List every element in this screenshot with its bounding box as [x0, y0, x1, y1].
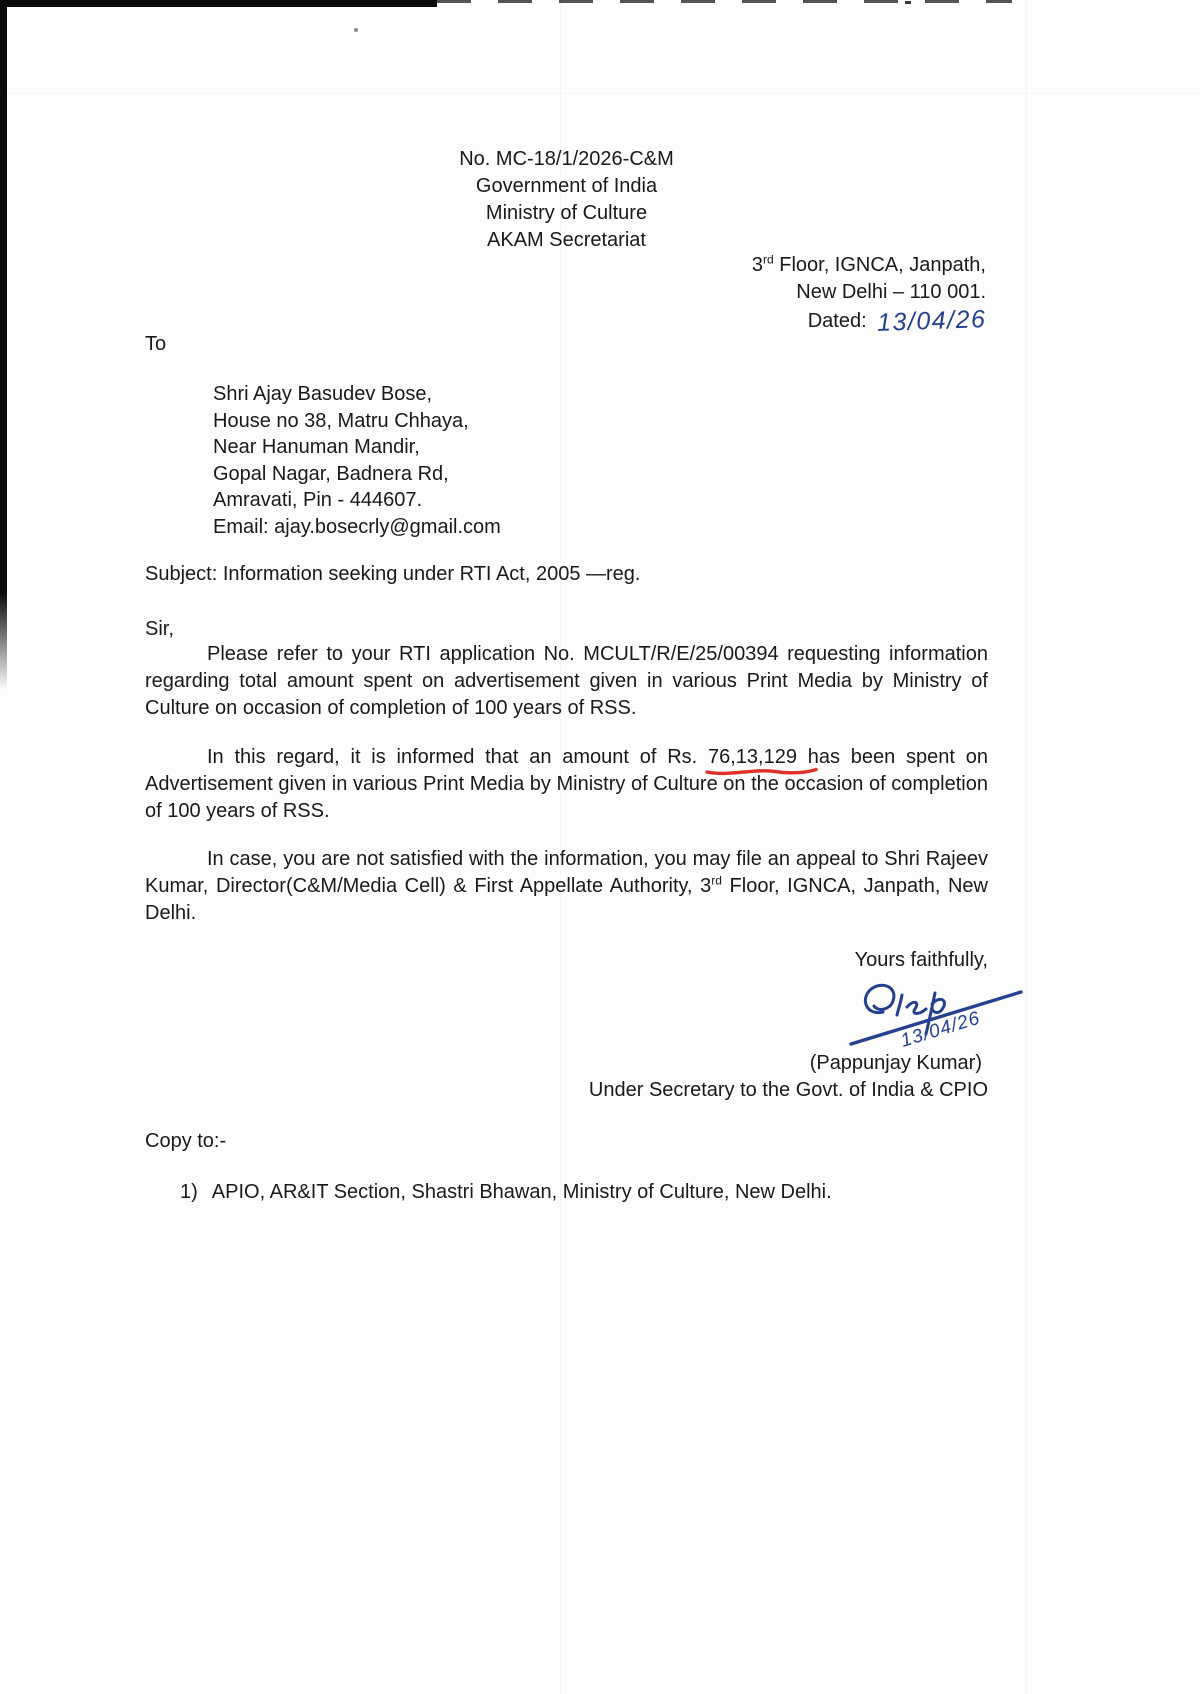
letter-header [145, 146, 988, 254]
copy-to-label: Copy to:- [145, 1130, 227, 1152]
scan-line [1026, 0, 1027, 1694]
body-paragraph-2 [145, 744, 988, 825]
para2-before: In this regard, it is informed that an amount of Rs. [207, 746, 708, 768]
subject-line: Subject: Information seeking under RTI Act, 2005 —reg. [145, 563, 641, 585]
scan-speck [905, 1, 911, 4]
reference-number: No. MC-18/1/2026-C&M [459, 148, 674, 170]
org-line: Government of India [475, 175, 658, 197]
signer-title: Under Secretary to the Govt. of India & CPIO [588, 1079, 988, 1101]
signer-name: (Pappunjay Kumar) [809, 1052, 982, 1074]
floor-number: 3 [751, 254, 763, 276]
office-address-line [752, 252, 986, 279]
scan-artifact-top-band [0, 0, 437, 7]
closing-phrase: Yours faithfully, [854, 949, 988, 971]
amount-value: 76,13,129 [708, 746, 797, 768]
signature-date: 13/04/26 [898, 1007, 983, 1052]
dated-line [752, 306, 986, 335]
recipient-line: Near Hanuman Mandir, [213, 436, 420, 458]
scan-artifact-left-band [0, 0, 7, 690]
recipient-line: Amravati, Pin - 444607. [213, 489, 422, 511]
body-paragraph-3 [145, 846, 988, 927]
recipient-line: House no 38, Matru Chhaya, [213, 409, 469, 432]
recipient-email-line: Email: ajay.bosecrly@gmail.com [213, 515, 501, 538]
handwritten-signature [845, 970, 1030, 1060]
copy-item [180, 1179, 832, 1206]
red-underline [705, 765, 818, 778]
copy-item-text: APIO, AR&IT Section, Shastri Bhawan, Ministry of Culture, New Delhi. [211, 1181, 832, 1203]
ordinal-suffix: rd [711, 873, 722, 888]
org-line: Ministry of Culture [485, 202, 648, 224]
para3-before: In case, you are not satisfied with the information, you may file an appeal to Shri Rajeev Kumar, Director(C&M/Media Cell) & First Appellate Authority, 3 [145, 848, 988, 897]
recipient-address [213, 381, 501, 540]
floor-rest: Floor, IGNCA, Janpath, [773, 254, 986, 276]
office-address-block [752, 252, 986, 335]
scan-artifact-top-dashes [437, 0, 1012, 3]
para2-after: has been spent on Advertisement given in various Print Media by Ministry of Culture on the occasion of completion of 100 years of RSS. [145, 746, 989, 822]
recipient-line: Gopal Nagar, Badnera Rd, [213, 462, 449, 485]
para3-after: Floor, IGNCA, Janpath, New Delhi. [145, 875, 988, 924]
dated-label: Dated: [807, 310, 867, 332]
scan-speck [354, 28, 358, 32]
handwritten-date: 13/04/26 [876, 305, 987, 337]
org-line: AKAM Secretariat [487, 229, 646, 251]
recipient-line: Shri Ajay Basudev Bose, [213, 383, 433, 405]
amount-highlight [708, 746, 797, 768]
office-city-line: New Delhi – 110 001. [796, 281, 986, 303]
copy-item-number: 1) [180, 1181, 198, 1203]
scan-line [0, 93, 1200, 94]
body-paragraph-1: Please refer to your RTI application No. MCULT/R/E/25/00394 requesting information regarding total amount spent on advertisement given in various Print Media by Ministry of Culture on occasion of completion of 100 years of RSS. [145, 643, 988, 719]
ordinal-suffix: rd [763, 252, 774, 267]
to-label: To [145, 333, 167, 355]
salutation: Sir, [145, 618, 174, 640]
